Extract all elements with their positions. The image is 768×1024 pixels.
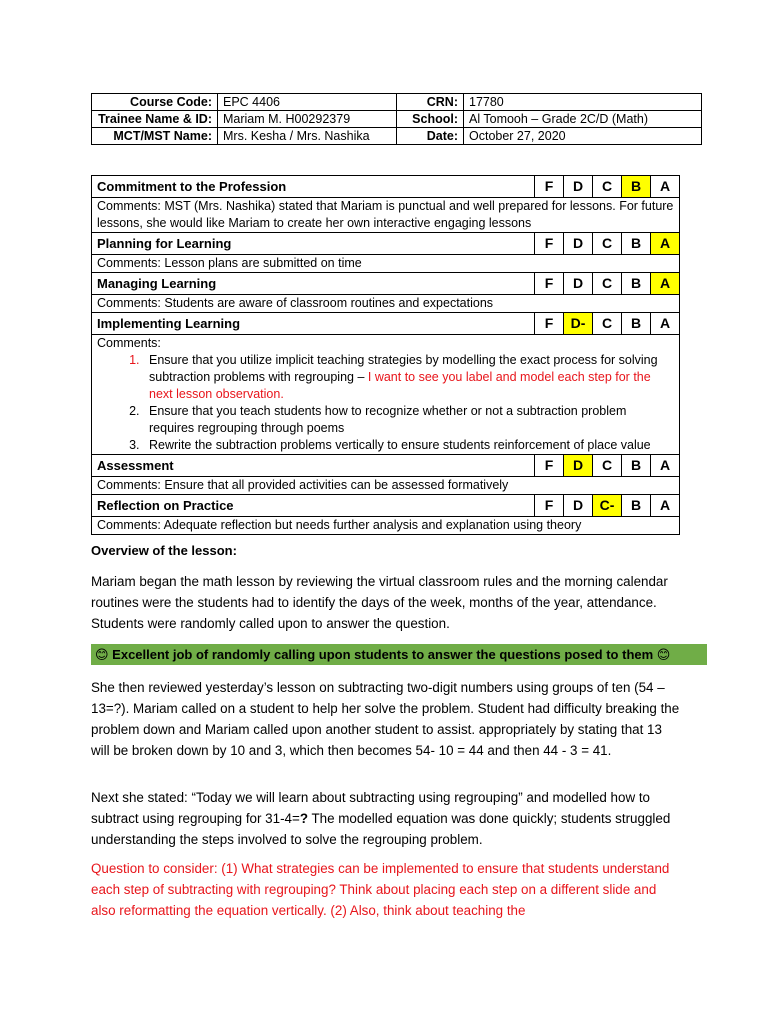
rubric-category-row xyxy=(92,495,680,517)
rubric-category-row xyxy=(92,273,680,295)
grade-option: D xyxy=(564,495,593,517)
school-value: Al Tomooh – Grade 2C/D (Math) xyxy=(464,111,702,128)
comment-item-text: Rewrite the subtraction problems vertically to ensure students reinforcement of place value xyxy=(149,438,651,452)
rubric-category-row xyxy=(92,176,680,198)
comment-list xyxy=(97,352,674,454)
selected-grade: A xyxy=(651,273,680,295)
rubric-comment xyxy=(92,517,680,535)
rubric-comment xyxy=(92,295,680,313)
grade-option: F xyxy=(535,495,564,517)
comment-item-text: Ensure that you utilize implicit teaching strategies by modelling the exact process for solving subtraction problems with regrouping – xyxy=(149,353,658,384)
comment-list-item xyxy=(143,352,674,403)
comment-text: Comments: Ensure that all provided activities can be assessed formatively xyxy=(97,478,509,492)
selected-grade: D xyxy=(564,455,593,477)
rubric-category-name: Implementing Learning xyxy=(92,313,535,335)
grade-option: F xyxy=(535,313,564,335)
rubric-category-name: Commitment to the Profession xyxy=(92,176,535,198)
rubric-category-name: Reflection on Practice xyxy=(92,495,535,517)
rubric-comment xyxy=(92,335,680,455)
rubric-category-row xyxy=(92,233,680,255)
grade-option: F xyxy=(535,233,564,255)
comment-text: Comments: MST (Mrs. Nashika) stated that Mariam is punctual and well prepared for lessons. For future lessons, she would like Mariam to create her own interactive engaging lessons xyxy=(97,199,674,230)
overview-paragraph-3 xyxy=(91,787,683,850)
rubric-category-name: Managing Learning xyxy=(92,273,535,295)
rubric-comment-row xyxy=(92,295,680,313)
grade-option: C xyxy=(593,455,622,477)
rubric-category-name: Planning for Learning xyxy=(92,233,535,255)
comment-text: Comments: Students are aware of classroom routines and expectations xyxy=(97,296,494,310)
header-row xyxy=(92,94,702,111)
rubric-table xyxy=(91,175,680,535)
mct-label: MCT/MST Name: xyxy=(92,128,218,145)
grade-option: C xyxy=(593,273,622,295)
grade-option: D xyxy=(564,273,593,295)
rubric-comment xyxy=(92,255,680,273)
rubric-comment-row xyxy=(92,517,680,535)
grade-option: D xyxy=(564,233,593,255)
grade-option: B xyxy=(622,495,651,517)
header-row xyxy=(92,111,702,128)
grade-option: A xyxy=(651,313,680,335)
praise-highlight: 😊 Excellent job of randomly calling upon students to answer the questions posed to them 😊 xyxy=(91,644,707,665)
rubric-comment xyxy=(92,477,680,495)
selected-grade: B xyxy=(622,176,651,198)
grade-option: A xyxy=(651,176,680,198)
mct-value: Mrs. Kesha / Mrs. Nashika xyxy=(218,128,397,145)
rubric-comment-row xyxy=(92,335,680,455)
grade-option: A xyxy=(651,495,680,517)
date-value: October 27, 2020 xyxy=(464,128,702,145)
comment-text: Comments: Adequate reflection but needs further analysis and explanation using theory xyxy=(97,518,582,532)
grade-option: B xyxy=(622,273,651,295)
trainee-label: Trainee Name & ID: xyxy=(92,111,218,128)
crn-value: 17780 xyxy=(464,94,702,111)
grade-option: A xyxy=(651,455,680,477)
rubric-comment-row xyxy=(92,255,680,273)
header-row xyxy=(92,128,702,145)
grade-option: C xyxy=(593,176,622,198)
selected-grade: A xyxy=(651,233,680,255)
paragraph-3-text: Next she stated: “Today we will learn about subtracting using regrouping” and modelled how to subtract using regrouping for 31-4= xyxy=(91,790,651,826)
header-info-table xyxy=(91,93,702,145)
paragraph-3-question-mark: ? xyxy=(299,811,308,826)
grade-option: F xyxy=(535,176,564,198)
course-code-label: Course Code: xyxy=(92,94,218,111)
rubric-category-name: Assessment xyxy=(92,455,535,477)
crn-label: CRN: xyxy=(397,94,464,111)
comment-text: Comments: Lesson plans are submitted on time xyxy=(97,256,362,270)
grade-option: C xyxy=(593,233,622,255)
rubric-category-row xyxy=(92,455,680,477)
date-label: Date: xyxy=(397,128,464,145)
school-label: School: xyxy=(397,111,464,128)
overview-paragraph-1: Mariam began the math lesson by reviewing the virtual classroom rules and the morning calendar routines were the students had to identify the days of the week, months of the year, attendance. Students were randomly called upon to answer the question. xyxy=(91,574,668,631)
course-code-value: EPC 4406 xyxy=(218,94,397,111)
question-to-consider: Question to consider: (1) What strategies can be implemented to ensure that students understand each step of subtracting with regrouping? Think about placing each step on a different slide and also reformatting the equation vertically. (2) Also, think about teaching the xyxy=(91,861,670,918)
comment-list-item xyxy=(143,437,674,454)
selected-grade: C- xyxy=(593,495,622,517)
selected-grade: D- xyxy=(564,313,593,335)
overview-paragraph-2: She then reviewed yesterday’s lesson on subtracting two-digit numbers using groups of ten (54 – 13=?). Mariam called on a student to help her solve the problem. Student had difficulty breaking the problem down and Mariam called upon another student to assist. appropriately by stating that 13 will be broken down by 10 and 3, which then becomes 54- 10 = 44 and then 44 - 3 = 41. xyxy=(91,680,680,758)
comment-text: Comments: xyxy=(97,336,161,350)
rubric-comment-row xyxy=(92,198,680,233)
rubric-category-row xyxy=(92,313,680,335)
grade-option: B xyxy=(622,313,651,335)
comment-list-item xyxy=(143,403,674,437)
grade-option: B xyxy=(622,233,651,255)
grade-option: C xyxy=(593,313,622,335)
comment-item-text: Ensure that you teach students how to recognize whether or not a subtraction problem requires regrouping through poems xyxy=(149,404,627,435)
grade-option: B xyxy=(622,455,651,477)
grade-option: F xyxy=(535,455,564,477)
overview-title: Overview of the lesson: xyxy=(91,543,237,558)
grade-option: D xyxy=(564,176,593,198)
grade-option: F xyxy=(535,273,564,295)
trainee-value: Mariam M. H00292379 xyxy=(218,111,397,128)
rubric-comment xyxy=(92,198,680,233)
rubric-comment-row xyxy=(92,477,680,495)
comment-item-emphasis: I want to see you label and model each step for the next lesson observation. xyxy=(149,370,651,401)
paragraph-3-continued: The modelled equation was done quickly; students struggled understanding the steps involved to solve the regrouping problem. xyxy=(91,811,671,847)
